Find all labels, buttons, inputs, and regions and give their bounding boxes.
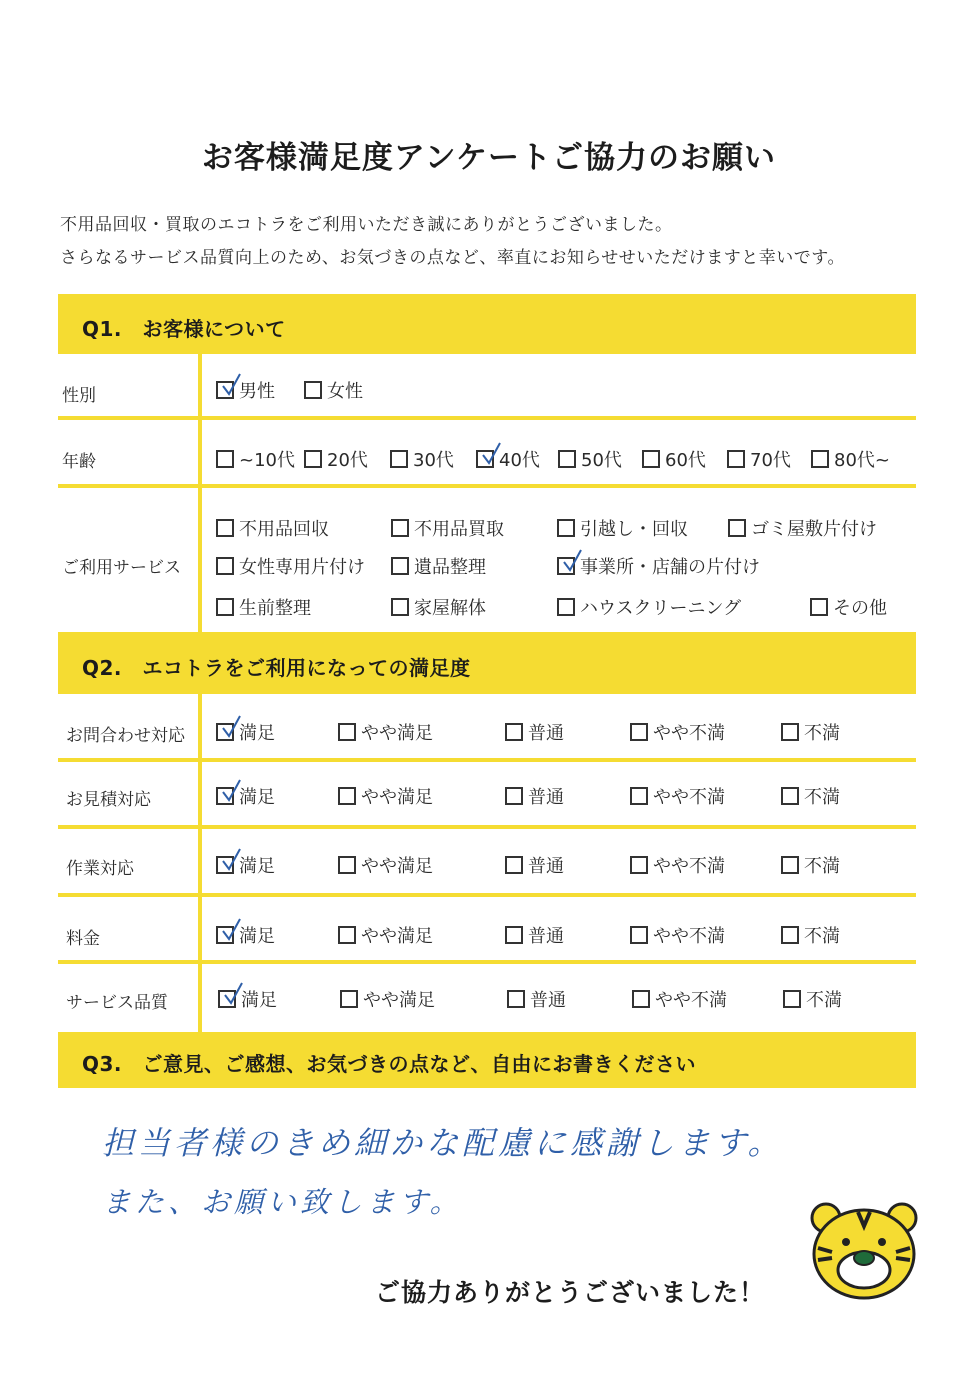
satisfaction-option[interactable] [338,719,433,745]
checkbox[interactable] [216,381,234,399]
satisfaction-option[interactable] [505,922,564,948]
option-label: 不満 [804,926,840,947]
checkbox[interactable] [216,856,234,874]
age-option[interactable] [476,446,540,472]
gender-option[interactable] [304,377,363,403]
checkbox[interactable] [728,519,746,537]
option-label: 家屋解体 [414,598,486,619]
checkbox[interactable] [216,598,234,616]
satisfaction-option[interactable] [781,922,840,948]
q1-heading: Q1. お客様について [82,317,286,341]
satisfaction-option[interactable] [507,986,566,1012]
checkmark-icon [561,549,583,573]
service-option[interactable] [391,594,486,620]
gender-label: 性別 [62,386,96,406]
option-label: 女性専用片付け [239,557,365,578]
option-label: 不満 [804,856,840,877]
checkbox[interactable] [338,926,356,944]
option-label: 女性 [327,381,363,402]
checkbox[interactable] [781,926,799,944]
service-option[interactable] [216,553,365,579]
option-label: 普通 [528,856,564,877]
checkbox[interactable] [642,450,660,468]
satisfaction-option[interactable] [781,783,840,809]
satisfaction-option[interactable] [505,852,564,878]
checkbox[interactable] [390,450,408,468]
option-label: 引越し・回収 [580,519,688,540]
age-option[interactable] [558,446,622,472]
checkbox[interactable] [340,990,358,1008]
satisfaction-option[interactable] [216,719,275,745]
checkbox[interactable] [216,723,234,741]
q2-row-rule [58,960,916,964]
checkbox[interactable] [558,450,576,468]
satisfaction-option[interactable] [630,719,725,745]
checkbox[interactable] [557,519,575,537]
service-option[interactable] [557,594,741,620]
satisfaction-option[interactable] [340,986,435,1012]
option-label: 遺品整理 [414,557,486,578]
satisfaction-option[interactable] [338,922,433,948]
checkbox[interactable] [781,787,799,805]
intro-line-2: さらなるサービス品質向上のため、お気づきの点など、率直にお知らせせいただけますと幸いです。 [60,248,845,268]
age-option[interactable] [390,446,454,472]
checkbox[interactable] [304,450,322,468]
age-option[interactable] [727,446,791,472]
q2-row-rule [58,758,916,762]
checkbox[interactable] [632,990,650,1008]
checkbox[interactable] [811,450,829,468]
q1-column-divider [198,354,202,632]
service-option[interactable] [810,594,887,620]
survey-title: お客様満足度アンケートご協力のお願い [201,140,777,176]
age-option[interactable] [216,446,295,472]
checkbox[interactable] [630,856,648,874]
satisfaction-option[interactable] [338,852,433,878]
checkbox[interactable] [630,926,648,944]
age-label: 年齢 [62,452,96,472]
option-label: 50代 [581,450,622,471]
checkmark-icon [220,779,242,803]
satisfaction-option[interactable] [505,719,564,745]
service-option[interactable] [391,515,504,541]
handwritten-answer-line-1: 担当者様のきめ細かな配慮に感謝します。 [102,1124,784,1162]
checkmark-icon [480,442,502,466]
service-option[interactable] [216,594,311,620]
intro-line-1: 不用品回収・買取のエコトラをご利用いただき誠にありがとうございました。 [60,215,673,235]
checkbox[interactable] [338,787,356,805]
option-label: 男性 [239,381,275,402]
option-label: やや不満 [653,926,725,947]
age-option[interactable] [304,446,368,472]
tiger-face-icon [808,1198,920,1302]
satisfaction-option[interactable] [632,986,727,1012]
checkbox[interactable] [216,557,234,575]
service-option[interactable] [216,515,329,541]
option-label: やや不満 [655,990,727,1011]
option-label: 30代 [413,450,454,471]
satisfaction-option[interactable] [630,783,725,809]
option-label: 満足 [241,990,277,1011]
satisfaction-option[interactable] [218,986,277,1012]
satisfaction-option[interactable] [216,852,275,878]
option-label: 普通 [530,990,566,1011]
closing-message: ご協力ありがとうございました！ [375,1278,766,1307]
option-label: その他 [833,598,887,619]
checkbox[interactable] [630,787,648,805]
satisfaction-option[interactable] [783,986,842,1012]
satisfaction-option[interactable] [781,719,840,745]
option-label: やや不満 [653,856,725,877]
q1-row-rule [58,416,916,420]
option-label: 満足 [239,787,275,808]
option-label: ハウスクリーニング [580,598,742,619]
option-label: やや満足 [361,723,433,744]
checkbox[interactable] [338,723,356,741]
checkbox[interactable] [505,787,523,805]
satisfaction-row-label: お見積対応 [66,790,151,810]
checkmark-icon [220,715,242,739]
checkbox[interactable] [505,723,523,741]
service-option[interactable] [391,553,486,579]
checkbox[interactable] [218,990,236,1008]
checkbox[interactable] [810,598,828,616]
checkbox[interactable] [557,557,575,575]
satisfaction-option[interactable] [216,922,275,948]
satisfaction-row-label: 料金 [66,929,100,949]
option-label: 80代~ [834,450,890,471]
checkbox[interactable] [781,856,799,874]
option-label: 満足 [239,856,275,877]
service-option[interactable] [557,515,688,541]
age-option[interactable] [811,446,890,472]
checkbox[interactable] [783,990,801,1008]
checkbox[interactable] [216,926,234,944]
checkbox[interactable] [727,450,745,468]
option-label: 不用品回収 [239,519,329,540]
option-label: 60代 [665,450,706,471]
checkbox[interactable] [476,450,494,468]
option-label: 普通 [528,723,564,744]
satisfaction-option[interactable] [338,783,433,809]
checkbox[interactable] [505,926,523,944]
option-label: やや不満 [653,787,725,808]
option-label: ゴミ屋敷片付け [751,519,877,540]
checkbox[interactable] [391,519,409,537]
satisfaction-option[interactable] [630,922,725,948]
service-option[interactable] [728,515,877,541]
q3-heading: Q3. ご意見、ご感想、お気づきの点など、自由にお書きください [82,1052,697,1076]
option-label: 事業所・店舗の片付け [580,557,760,578]
option-label: 40代 [499,450,540,471]
option-label: 不用品買取 [414,519,504,540]
satisfaction-option[interactable] [216,783,275,809]
satisfaction-row-label: 作業対応 [66,859,134,879]
q2-heading: Q2. エコトラをご利用になっての満足度 [82,656,471,680]
checkbox[interactable] [781,723,799,741]
checkbox[interactable] [391,598,409,616]
option-label: やや満足 [361,856,433,877]
checkmark-icon [220,848,242,872]
gender-option[interactable] [216,377,275,403]
satisfaction-row-label: お問合わせ対応 [66,726,185,746]
option-label: やや不満 [653,723,725,744]
option-label: やや満足 [361,926,433,947]
option-label: やや満足 [363,990,435,1011]
q2-row-rule [58,893,916,897]
option-label: 不満 [806,990,842,1011]
checkbox[interactable] [304,381,322,399]
option-label: 20代 [327,450,368,471]
checkbox[interactable] [338,856,356,874]
option-label: 70代 [750,450,791,471]
option-label: 不満 [804,723,840,744]
checkbox[interactable] [216,450,234,468]
checkbox[interactable] [505,856,523,874]
option-label: 普通 [528,787,564,808]
checkbox[interactable] [216,787,234,805]
service-label: ご利用サービス [62,558,181,578]
checkbox[interactable] [630,723,648,741]
satisfaction-option[interactable] [781,852,840,878]
satisfaction-option[interactable] [505,783,564,809]
option-label: ~10代 [239,450,295,471]
option-label: 生前整理 [239,598,311,619]
checkbox[interactable] [557,598,575,616]
option-label: 不満 [804,787,840,808]
option-label: 満足 [239,926,275,947]
satisfaction-row-label: サービス品質 [66,993,168,1013]
handwritten-answer-line-2: また、お願い致します。 [102,1185,463,1219]
option-label: 普通 [528,926,564,947]
q1-row-rule [58,484,916,488]
checkmark-icon [222,982,244,1006]
checkbox[interactable] [391,557,409,575]
service-option[interactable] [557,553,760,579]
q2-row-rule [58,825,916,829]
q2-column-divider [198,694,202,1032]
option-label: 満足 [239,723,275,744]
satisfaction-option[interactable] [630,852,725,878]
option-label: やや満足 [361,787,433,808]
checkmark-icon [220,918,242,942]
age-option[interactable] [642,446,706,472]
checkbox[interactable] [507,990,525,1008]
checkmark-icon [220,373,242,397]
checkbox[interactable] [216,519,234,537]
